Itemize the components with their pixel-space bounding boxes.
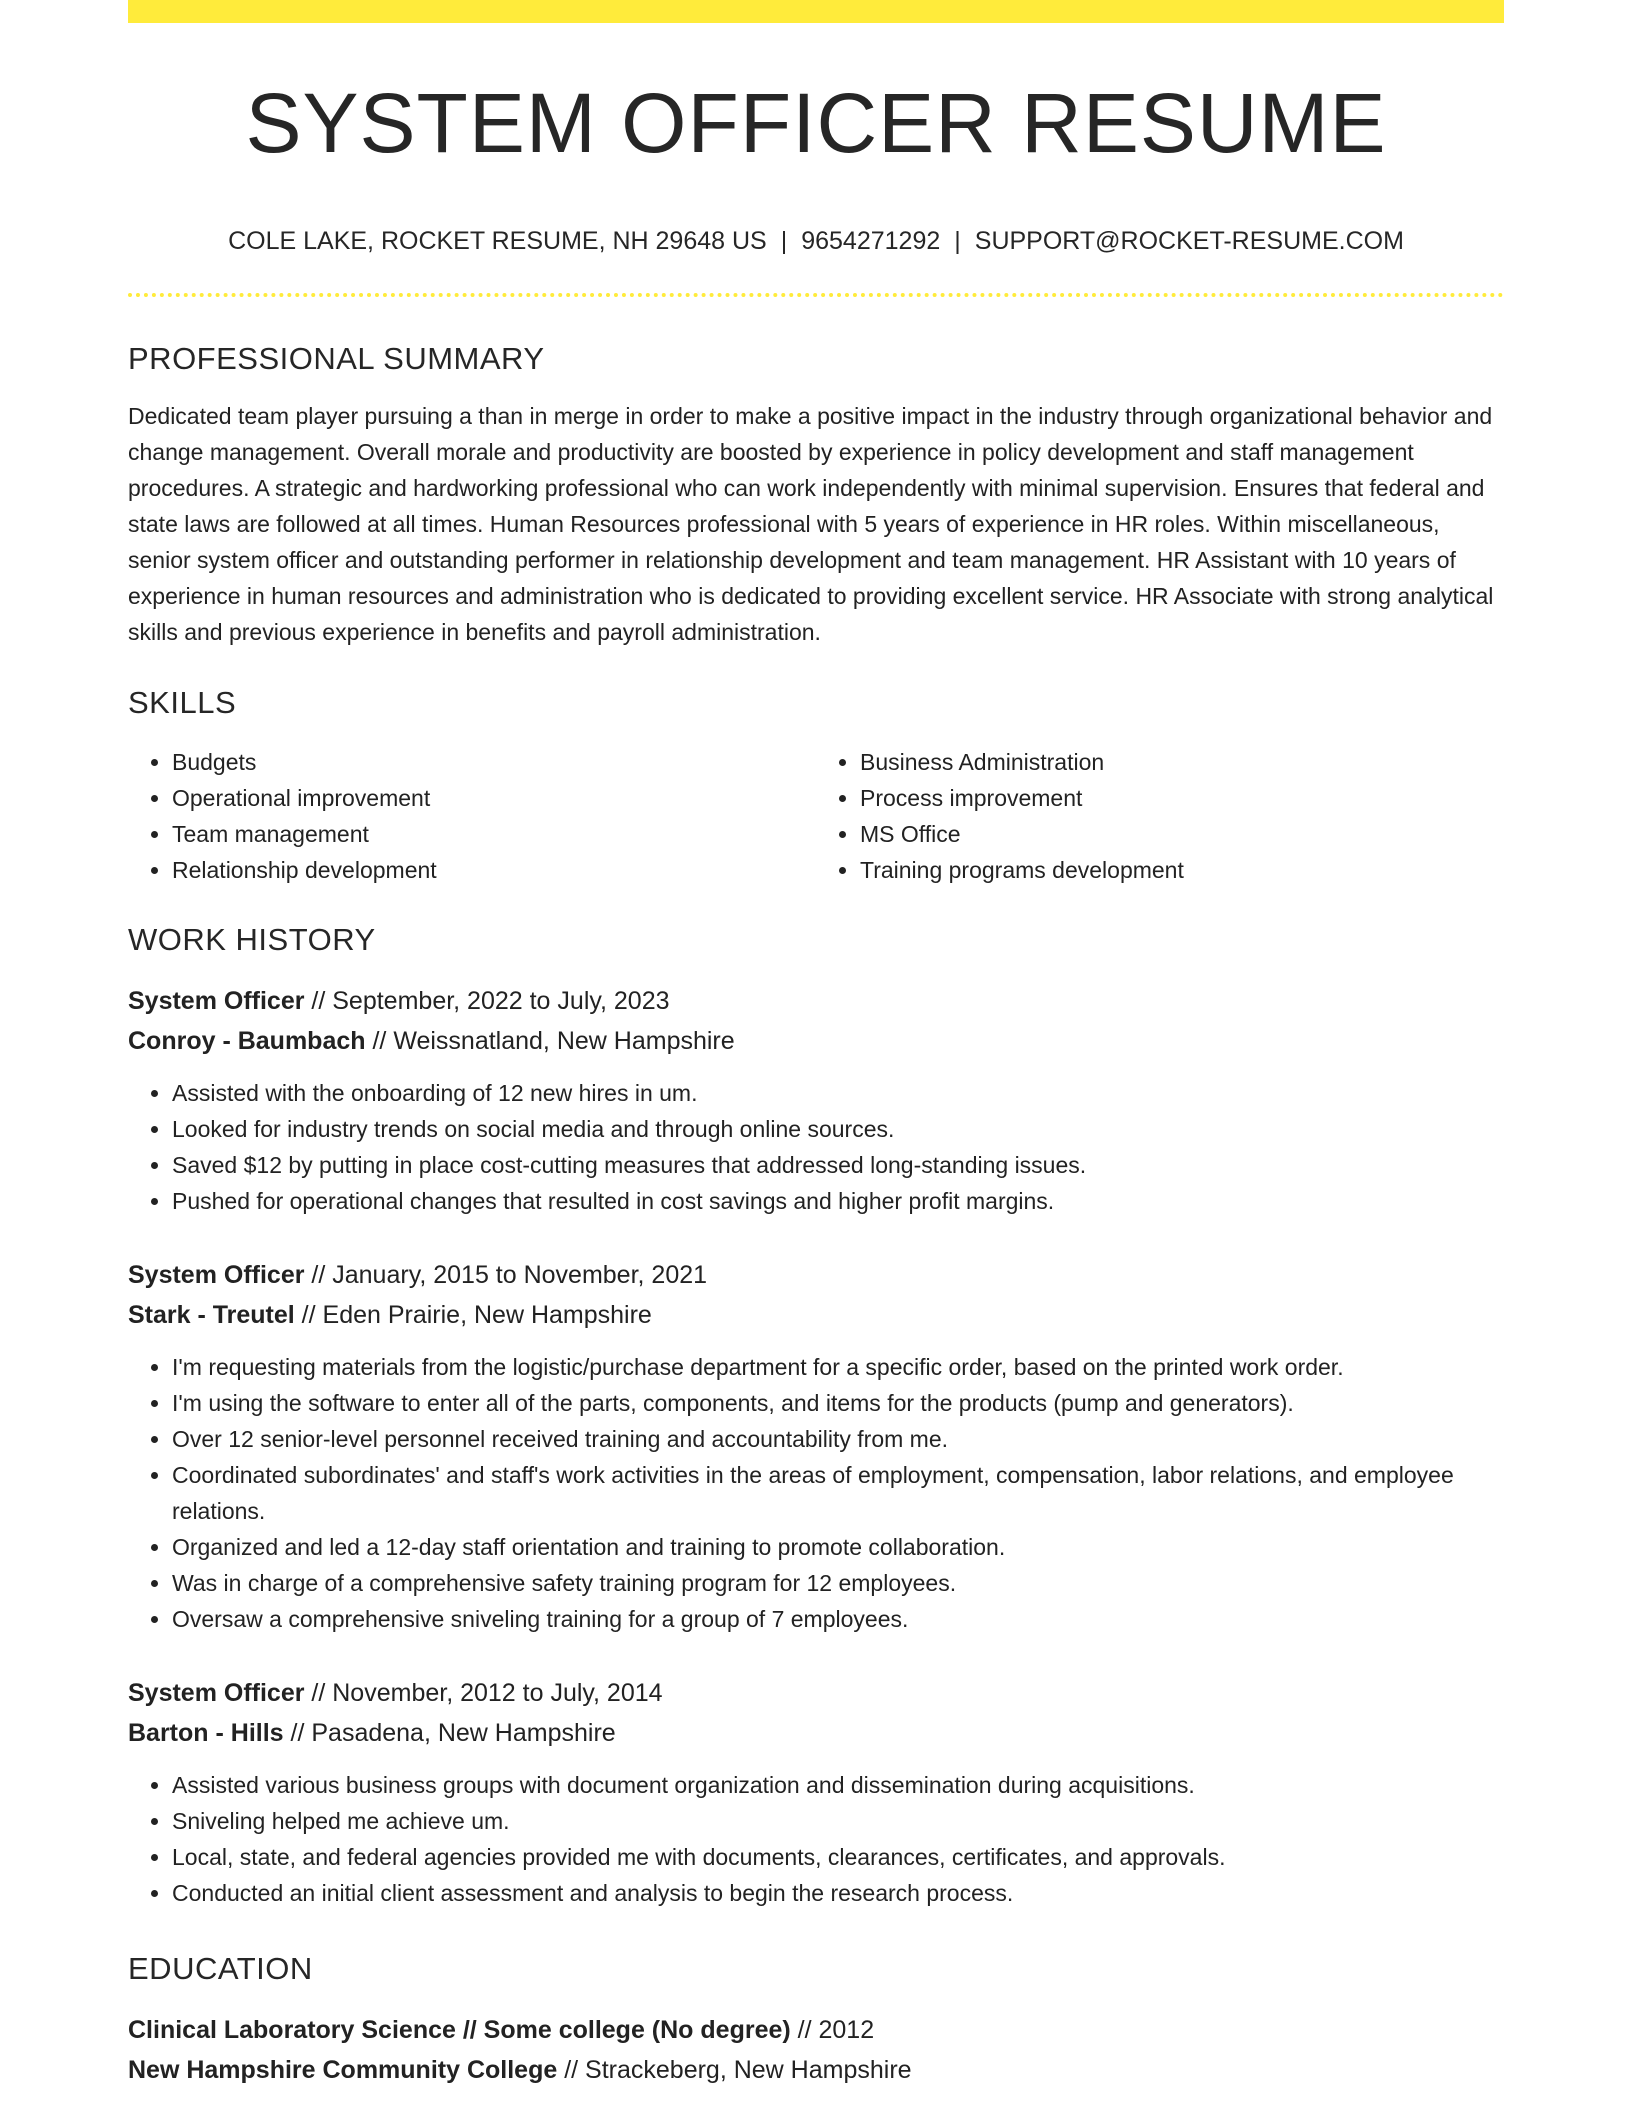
job-title-line — [128, 981, 1504, 1021]
accent-top-bar — [128, 0, 1504, 23]
job-bullet: • Over 12 senior-level personnel received training and accountability from me. — [172, 1421, 1504, 1457]
education-school-line — [128, 2050, 1504, 2090]
job-bullet: • Coordinated subordinates' and staff's work activities in the areas of employment, compensation, labor relations, and employee relations. — [172, 1457, 1504, 1529]
resume-page — [128, 0, 1504, 2090]
skills-list-right — [816, 744, 1504, 888]
education-school: New Hampshire Community College — [128, 2056, 558, 2084]
education-degree: Clinical Laboratory Science // Some college (No degree) — [128, 2016, 791, 2044]
skill-item: • Budgets — [172, 744, 816, 780]
job-bullet: • Looked for industry trends on social media and through online sources. — [172, 1111, 1504, 1147]
skills-grid — [128, 744, 1504, 888]
work-history-heading: WORK HISTORY — [128, 922, 376, 957]
job-title: System Officer — [128, 1261, 305, 1289]
skill-item: • Process improvement — [860, 780, 1504, 816]
job-bullet: • Was in charge of a comprehensive safety training program for 12 employees. — [172, 1565, 1504, 1601]
skill-item: • Training programs development — [860, 852, 1504, 888]
job-company-line — [128, 1295, 1504, 1335]
page-title: SYSTEM OFFICER RESUME — [245, 76, 1387, 170]
job-title-line — [128, 1255, 1504, 1295]
contact-separator: | — [954, 227, 961, 255]
job-bullet: • Assisted with the onboarding of 12 new hires in um. — [172, 1075, 1504, 1111]
summary-heading: PROFESSIONAL SUMMARY — [128, 341, 545, 376]
job-bullets — [128, 1349, 1504, 1637]
job-dates: // September, 2022 to July, 2023 — [304, 987, 670, 1015]
skill-item: • Relationship development — [172, 852, 816, 888]
job-bullet: • Organized and led a 12-day staff orientation and training to promote collaboration. — [172, 1529, 1504, 1565]
skills-list-left — [128, 744, 816, 888]
job-dates: // January, 2015 to November, 2021 — [304, 1261, 708, 1289]
job-title: System Officer — [128, 1679, 305, 1707]
job-company: Stark - Treutel — [128, 1301, 295, 1329]
job-entry — [128, 1255, 1504, 1637]
job-bullet: • Local, state, and federal agencies provided me with documents, clearances, certificates, and approvals. — [172, 1839, 1504, 1875]
job-bullets — [128, 1075, 1504, 1219]
contact-phone[interactable]: 9654271292 — [801, 227, 941, 255]
job-location: // Pasadena, New Hampshire — [283, 1719, 616, 1747]
dotted-divider — [128, 293, 1504, 297]
contact-separator: | — [780, 227, 788, 255]
job-bullets — [128, 1767, 1504, 1911]
job-entry — [128, 981, 1504, 1219]
skills-heading: SKILLS — [128, 685, 237, 720]
contact-email[interactable]: SUPPORT@ROCKET-RESUME.COM — [974, 227, 1404, 255]
job-entry — [128, 1673, 1504, 1911]
job-title: System Officer — [128, 987, 305, 1015]
job-location: // Eden Prairie, New Hampshire — [294, 1301, 652, 1329]
job-bullet: • I'm using the software to enter all of the parts, components, and items for the products (pump and generators). — [172, 1385, 1504, 1421]
education-degree-line — [128, 2010, 1504, 2050]
education-heading: EDUCATION — [128, 1951, 313, 1986]
job-title-line — [128, 1673, 1504, 1713]
job-company: Barton - Hills — [128, 1719, 284, 1747]
skill-item: • Team management — [172, 816, 816, 852]
job-bullet: • I'm requesting materials from the logistic/purchase department for a specific order, based on the printed work order. — [172, 1349, 1504, 1385]
job-company: Conroy - Baumbach — [128, 1027, 366, 1055]
contact-address: COLE LAKE, ROCKET RESUME, NH 29648 US — [228, 227, 767, 255]
contact-line — [128, 229, 1504, 254]
skill-item: • Business Administration — [860, 744, 1504, 780]
skill-item: • Operational improvement — [172, 780, 816, 816]
skill-item: • MS Office — [860, 816, 1504, 852]
job-company-line — [128, 1021, 1504, 1061]
job-company-line — [128, 1713, 1504, 1753]
job-bullet: • Sniveling helped me achieve um. — [172, 1803, 1504, 1839]
education-entry — [128, 2010, 1504, 2090]
job-bullet: • Pushed for operational changes that resulted in cost savings and higher profit margins. — [172, 1183, 1504, 1219]
job-bullet: • Oversaw a comprehensive sniveling training for a group of 7 employees. — [172, 1601, 1504, 1637]
summary-text: Dedicated team player pursuing a than in merge in order to make a positive impact in the industry through organizational behavior and change management. Overall morale and productivity are boosted by experience in policy development and staff management procedures. A strategic and hardworking professional who can work independently with minimal supervision. Ensures that federal and state laws are followed at all times. Human Resources professional with 5 years of experience in HR roles. Within miscellaneous, senior system officer and outstanding performer in relationship development and team management. HR Assistant with 10 years of experience in human resources and administration who is dedicated to providing excellent service. HR Associate with strong analytical skills and previous experience in benefits and payroll administration. — [128, 403, 1494, 645]
job-bullet: • Assisted various business groups with document organization and dissemination during acquisitions. — [172, 1767, 1504, 1803]
education-location: // Strackeberg, New Hampshire — [557, 2056, 912, 2084]
job-dates: // November, 2012 to July, 2014 — [304, 1679, 663, 1707]
job-location: // Weissnatland, New Hampshire — [365, 1027, 735, 1055]
job-bullet: • Saved $12 by putting in place cost-cutting measures that addressed long-standing issues. — [172, 1147, 1504, 1183]
education-year: // 2012 — [790, 2016, 875, 2044]
job-bullet: • Conducted an initial client assessment and analysis to begin the research process. — [172, 1875, 1504, 1911]
